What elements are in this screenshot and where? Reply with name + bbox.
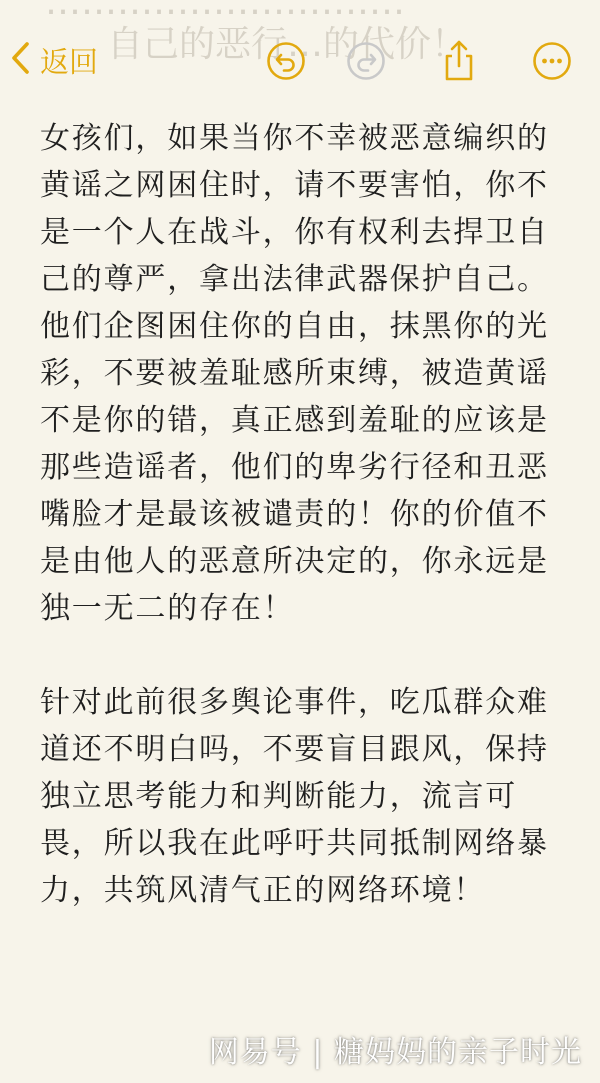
watermark: 网易号 | 糖妈妈的亲子时光 xyxy=(208,1035,582,1070)
chevron-left-icon xyxy=(10,41,30,79)
redo-button[interactable] xyxy=(345,40,387,82)
undo-button[interactable] xyxy=(265,40,307,82)
ghost-line-2: 自己的恶行…的代价！ xyxy=(107,24,468,65)
share-icon xyxy=(439,39,479,83)
ellipsis-circle-icon xyxy=(532,41,572,81)
undo-icon xyxy=(266,41,306,81)
share-button[interactable] xyxy=(438,40,480,82)
back-button[interactable] xyxy=(10,40,98,80)
redo-icon xyxy=(346,41,386,81)
more-button[interactable] xyxy=(531,40,573,82)
note-body[interactable] xyxy=(40,115,560,914)
note-paragraph-1: 女孩们，如果当你不幸被恶意编织的黄谣之网困住时，请不要害怕，你不是一个人在战斗，你有权利去捍卫自己的尊严，拿出法律武器保护自己。他们企图困住你的自由，抹黑你的光彩，不要被羞耻感所束缚，被造黄谣不是你的错，真正感到羞耻的应该是那些造谣者，他们的卑劣行径和丑恶嘴脸才是最该被谴责的！你的价值不是由他人的恶意所决定的，你永远是独一无二的存在！ xyxy=(40,121,549,626)
ghost-line-1: ………………………… xyxy=(45,0,405,23)
back-label: 返回 xyxy=(40,44,99,79)
note-paragraph-2: 针对此前很多舆论事件，吃瓜群众难道还不明白吗，不要盲目跟风，保持独立思考能力和判断能力，流言可畏，所以我在此呼吁共同抵制网络暴力，共筑风清气正的网络环境！ xyxy=(40,685,549,908)
notes-toolbar xyxy=(0,24,600,92)
